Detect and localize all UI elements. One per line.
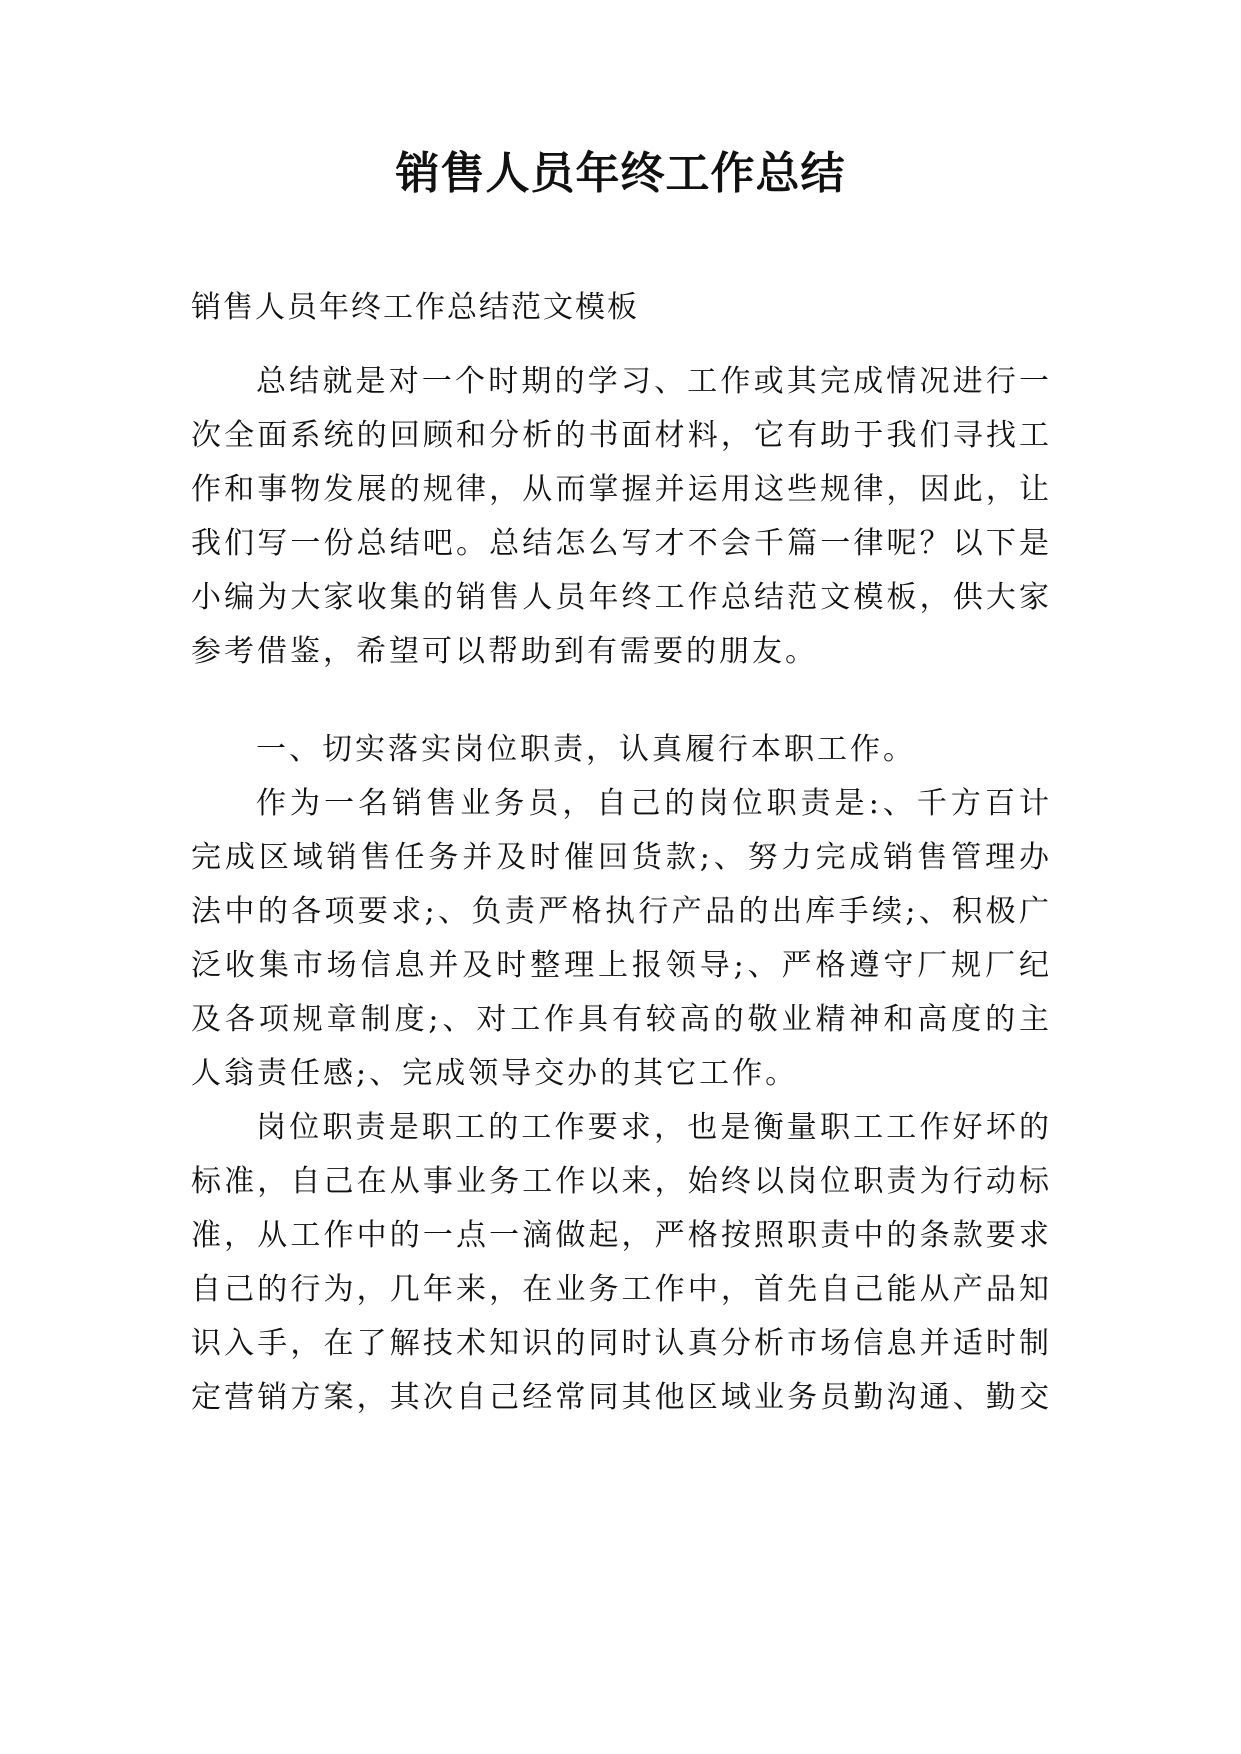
paragraph-3-line-2: 标准，自己在从事业务工作以来，始终以岗位职责为行动标 bbox=[191, 1164, 1049, 1199]
paragraph-2-line-4: 泛收集市场信息并及时整理上报领导;、严格遵守厂规厂纪 bbox=[191, 948, 1049, 983]
paragraph-2-line-1: 作为一名销售业务员，自己的岗位职责是:、千方百计 bbox=[256, 786, 1049, 821]
paragraph-3-line-1: 岗位职责是职工的工作要求，也是衡量职工工作好坏的 bbox=[256, 1110, 1049, 1145]
paragraph-2-line-2: 完成区域销售任务并及时催回货款;、努力完成销售管理办 bbox=[191, 840, 1049, 875]
paragraph-3-line-3: 准，从工作中的一点一滴做起，严格按照职责中的条款要求 bbox=[191, 1218, 1049, 1253]
paragraph-1-line-3: 作和事物发展的规律，从而掌握并运用这些规律，因此，让 bbox=[191, 472, 1049, 507]
paragraph-3-line-6: 定营销方案，其次自己经常同其他区域业务员勤沟通、勤交 bbox=[191, 1380, 1049, 1415]
paragraph-1-line-5: 小编为大家收集的销售人员年终工作总结范文模板，供大家 bbox=[191, 580, 1049, 615]
paragraph-2-line-6: 人翁责任感;、完成领导交办的其它工作。 bbox=[191, 1056, 799, 1091]
paragraph-3-line-4: 自己的行为，几年来，在业务工作中，首先自己能从产品知 bbox=[191, 1272, 1049, 1307]
section-heading-1: 一、切实落实岗位职责，认真履行本职工作。 bbox=[256, 732, 916, 767]
document-subtitle: 销售人员年终工作总结范文模板 bbox=[191, 290, 639, 325]
paragraph-1-line-2: 次全面系统的回顾和分析的书面材料，它有助于我们寻找工 bbox=[191, 418, 1049, 453]
paragraph-3-line-5: 识入手，在了解技术知识的同时认真分析市场信息并适时制 bbox=[191, 1326, 1049, 1361]
paragraph-1-line-1: 总结就是对一个时期的学习、工作或其完成情况进行一 bbox=[256, 364, 1049, 399]
document-title: 销售人员年终工作总结 bbox=[395, 148, 846, 199]
paragraph-1-line-4: 我们写一份总结吧。总结怎么写才不会千篇一律呢？以下是 bbox=[191, 526, 1049, 561]
paragraph-1-line-6: 参考借鉴，希望可以帮助到有需要的朋友。 bbox=[191, 634, 818, 669]
paragraph-2-line-3: 法中的各项要求;、负责严格执行产品的出库手续;、积极广 bbox=[191, 894, 1049, 929]
paragraph-2-line-5: 及各项规章制度;、对工作具有较高的敬业精神和高度的主 bbox=[191, 1002, 1049, 1037]
